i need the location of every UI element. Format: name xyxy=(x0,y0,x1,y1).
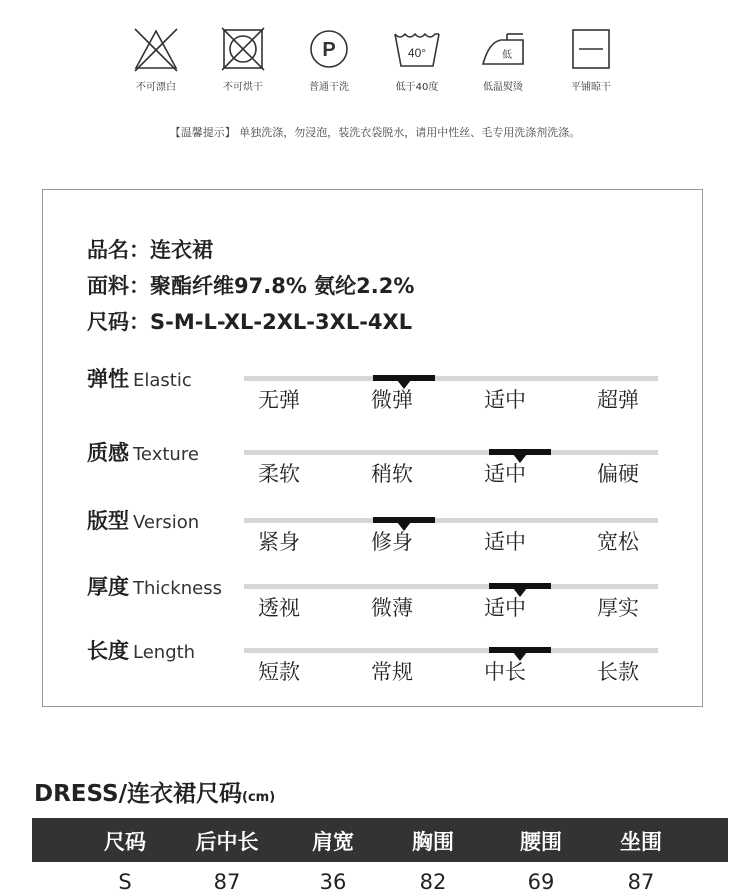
care-item-wash-40 xyxy=(372,26,462,93)
attribute-title xyxy=(87,505,199,535)
attribute-title-en: Texture xyxy=(133,444,199,465)
product-name-value: 连衣裙 xyxy=(150,238,213,262)
attribute-selected-marker xyxy=(489,647,551,653)
size-chart-cell: 82 xyxy=(419,870,447,894)
attribute-option: 紧身 xyxy=(258,530,300,554)
attribute-option: 修身 xyxy=(371,530,413,554)
no-tumble-dry-icon xyxy=(219,26,267,72)
svg-text:P: P xyxy=(322,39,336,61)
care-label: 不可烘干 xyxy=(223,82,263,93)
attribute-title-cn: 厚度 xyxy=(87,575,129,599)
dry-flat-icon xyxy=(567,26,615,72)
attribute-option: 超弹 xyxy=(597,388,639,412)
attribute-option: 常规 xyxy=(371,660,413,684)
care-tip: 【温馨提示】 单独洗涤，勿浸泡，装洗衣袋脱水，请用中性丝、毛专用洗涤剂洗涤。 xyxy=(169,126,581,139)
attribute-title xyxy=(87,363,192,393)
attribute-option: 适中 xyxy=(484,462,526,486)
product-fabric-key: 面料： xyxy=(87,274,150,298)
size-chart-cell: S xyxy=(118,870,132,894)
attribute-option: 柔软 xyxy=(258,462,300,486)
attribute-selected-marker xyxy=(489,583,551,589)
care-label: 低于40度 xyxy=(395,82,439,93)
attribute-option: 适中 xyxy=(484,530,526,554)
care-label: 平铺晾干 xyxy=(571,82,611,93)
attribute-title-cn: 版型 xyxy=(87,509,129,533)
attribute-option: 适中 xyxy=(484,596,526,620)
attribute-title-en: Thickness xyxy=(133,578,222,599)
size-chart-column-header: 肩宽 xyxy=(312,830,354,854)
attribute-option: 宽松 xyxy=(597,530,639,554)
size-chart-column-header: 坐围 xyxy=(620,830,662,854)
product-fabric-line xyxy=(87,270,414,300)
size-chart-row xyxy=(32,866,728,896)
attribute-option: 短款 xyxy=(258,660,300,684)
iron-low-icon xyxy=(477,26,529,72)
svg-text:40°: 40° xyxy=(407,46,427,60)
attribute-option: 中长 xyxy=(484,660,526,684)
care-item-iron-low xyxy=(458,26,548,93)
product-size-line xyxy=(87,306,412,336)
attribute-option: 长款 xyxy=(597,660,639,684)
size-chart-column-header: 尺码 xyxy=(104,830,146,854)
attribute-option: 微薄 xyxy=(371,596,413,620)
attribute-option: 稍软 xyxy=(371,462,413,486)
no-bleach-icon xyxy=(132,26,180,72)
attribute-scale-track xyxy=(244,376,658,381)
attribute-option: 无弹 xyxy=(258,388,300,412)
attribute-scale-track xyxy=(244,450,658,455)
care-label: 不可漂白 xyxy=(136,82,176,93)
wash-40-icon xyxy=(391,26,443,72)
attribute-scale-track xyxy=(244,518,658,523)
care-item-no-bleach xyxy=(111,26,201,93)
product-info-box xyxy=(42,189,703,707)
dry-clean-p-icon xyxy=(305,26,353,72)
size-chart-cell: 36 xyxy=(319,870,347,894)
size-chart-column-header: 腰围 xyxy=(520,830,562,854)
product-fabric-value: 聚酯纤维97.8% 氨纶2.2% xyxy=(150,274,415,298)
attribute-title-en: Length xyxy=(133,642,196,663)
care-item-dry-flat xyxy=(546,26,636,93)
attribute-title-cn: 弹性 xyxy=(87,367,129,391)
care-icons-row xyxy=(0,26,750,101)
care-item-dry-clean xyxy=(284,26,374,93)
size-chart-header xyxy=(32,818,728,862)
attribute-title xyxy=(87,437,199,467)
care-label: 普通干洗 xyxy=(309,82,349,93)
product-size-key: 尺码： xyxy=(87,310,150,334)
attribute-option: 偏硬 xyxy=(597,462,639,486)
care-label: 低温熨烫 xyxy=(483,82,523,93)
size-chart-column-header: 胸围 xyxy=(412,830,454,854)
care-item-no-tumble-dry xyxy=(198,26,288,93)
attribute-title-en: Elastic xyxy=(133,370,192,391)
attribute-title-cn: 长度 xyxy=(87,639,129,663)
size-chart-title-text: DRESS/连衣裙尺码 xyxy=(34,781,243,807)
attribute-selected-marker xyxy=(373,517,435,523)
attribute-title xyxy=(87,635,195,665)
size-chart-cell: 69 xyxy=(527,870,555,894)
attribute-scale-track xyxy=(244,648,658,653)
size-chart-column-header: 后中长 xyxy=(195,830,259,854)
size-chart-title xyxy=(34,775,275,808)
attribute-selected-marker xyxy=(373,375,435,381)
attribute-title xyxy=(87,571,222,601)
attribute-option: 透视 xyxy=(258,596,300,620)
attribute-title-cn: 质感 xyxy=(87,441,129,465)
product-size-value: S-M-L-XL-2XL-3XL-4XL xyxy=(150,310,413,334)
size-chart-cell: 87 xyxy=(627,870,655,894)
attribute-selected-marker xyxy=(489,449,551,455)
attribute-option: 厚实 xyxy=(597,596,639,620)
attribute-option: 适中 xyxy=(484,388,526,412)
product-name-key: 品名： xyxy=(87,238,150,262)
attribute-scale-track xyxy=(244,584,658,589)
attribute-option: 微弹 xyxy=(371,388,413,412)
attribute-title-en: Version xyxy=(133,512,200,533)
product-name-line xyxy=(87,234,213,264)
svg-text:低: 低 xyxy=(502,50,512,61)
size-chart-unit: (cm) xyxy=(242,790,276,805)
size-chart-cell: 87 xyxy=(213,870,241,894)
